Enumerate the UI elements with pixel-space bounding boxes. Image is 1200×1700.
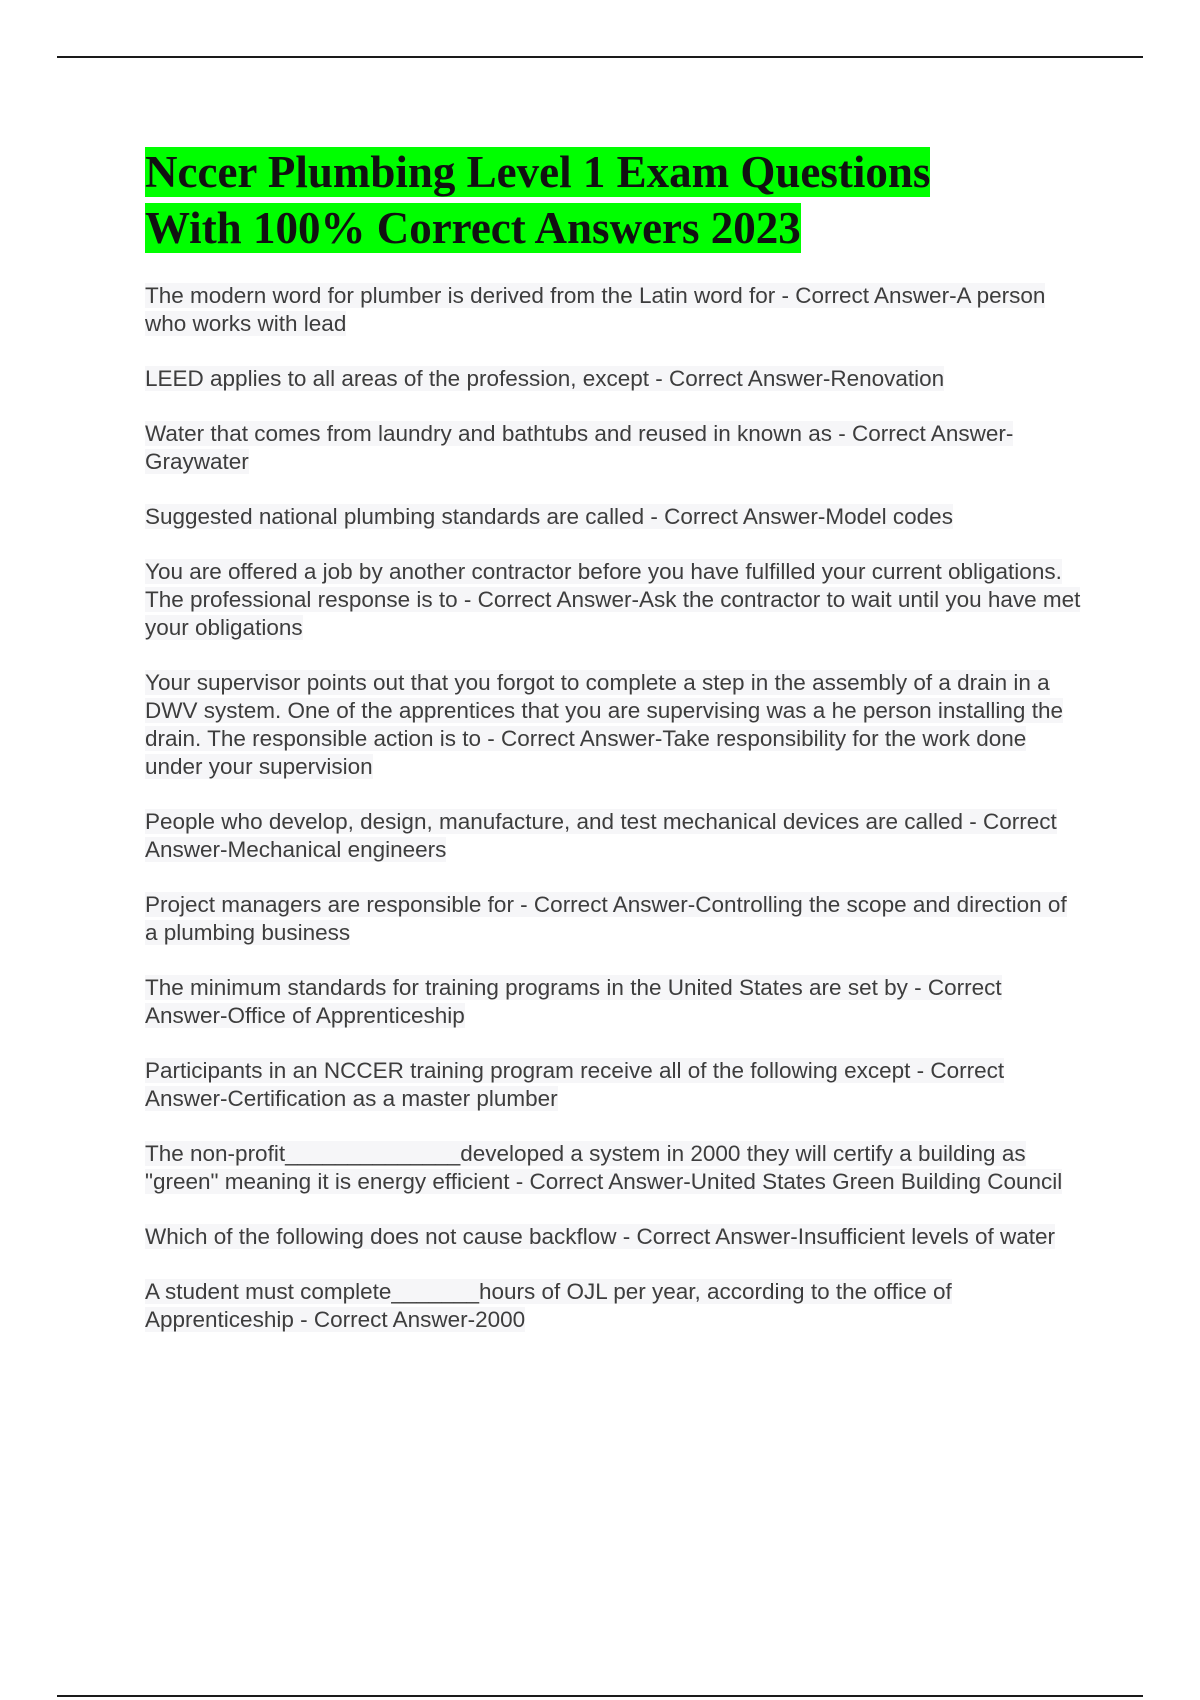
qa-text: You are offered a job by another contractor before you have fulfilled your current obligations. The professional response is to - Correct Answer-Ask the contractor to wait until you have met your obligations xyxy=(145,559,1081,640)
qa-text: Your supervisor points out that you forgot to complete a step in the assembly of a drain in a DWV system. One of the apprentices that you are supervising was a he person installing the drain. The responsible action is to - Correct Answer-Take responsibility for the work done under your supervision xyxy=(145,670,1063,779)
qa-text: Suggested national plumbing standards are called - Correct Answer-Model codes xyxy=(145,504,953,529)
qa-item xyxy=(145,558,1085,642)
qa-item xyxy=(145,1057,1085,1113)
qa-item xyxy=(145,1140,1085,1196)
qa-text: Participants in an NCCER training program receive all of the following except - Correct Answer-Certification as a master plumber xyxy=(145,1058,1005,1111)
qa-item xyxy=(145,1223,1085,1251)
document-title xyxy=(145,144,1085,256)
qa-text: People who develop, design, manufacture, and test mechanical devices are called - Correct Answer-Mechanical engineers xyxy=(145,809,1057,862)
qa-item xyxy=(145,669,1085,781)
qa-text: The minimum standards for training programs in the United States are set by - Correct Answer-Office of Apprenticeship xyxy=(145,975,1002,1028)
qa-item xyxy=(145,503,1085,531)
qa-text: Water that comes from laundry and bathtubs and reused in known as - Correct Answer-Graywater xyxy=(145,421,1014,474)
title-line-1: Nccer Plumbing Level 1 Exam Questions xyxy=(145,147,931,197)
qa-item xyxy=(145,420,1085,476)
qa-text: The modern word for plumber is derived from the Latin word for - Correct Answer-A person who works with lead xyxy=(145,283,1046,336)
qa-item xyxy=(145,1278,1085,1334)
qa-item xyxy=(145,808,1085,864)
bottom-rule xyxy=(57,1695,1143,1697)
qa-text: LEED applies to all areas of the profession, except - Correct Answer-Renovation xyxy=(145,366,945,391)
qa-text: Which of the following does not cause backflow - Correct Answer-Insufficient levels of water xyxy=(145,1224,1056,1249)
qa-item xyxy=(145,365,1085,393)
qa-item xyxy=(145,282,1085,338)
qa-text: Project managers are responsible for - Correct Answer-Controlling the scope and direction of a plumbing business xyxy=(145,892,1067,945)
qa-text: A student must complete_______hours of OJL per year, according to the office of Apprenticeship - Correct Answer-2000 xyxy=(145,1279,952,1332)
document-body xyxy=(145,144,1085,1361)
top-rule xyxy=(57,56,1143,58)
qa-text: The non-profit______________developed a system in 2000 they will certify a building as "green" meaning it is energy efficient - Correct Answer-United States Green Building Council xyxy=(145,1141,1063,1194)
title-line-2: With 100% Correct Answers 2023 xyxy=(145,203,801,253)
qa-item xyxy=(145,891,1085,947)
qa-item xyxy=(145,974,1085,1030)
